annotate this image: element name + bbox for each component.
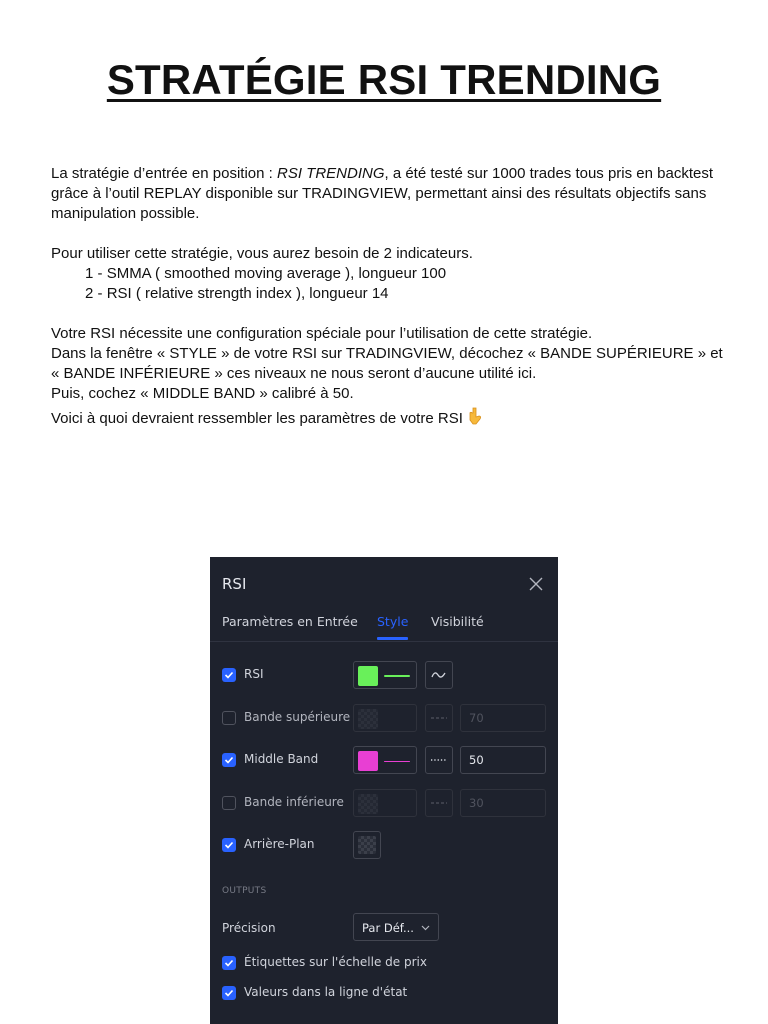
text: TRADINGVIEW <box>345 345 451 362</box>
status-line-values-label: Valeurs dans la ligne d'état <box>244 985 408 999</box>
rsi-plot-style-button[interactable] <box>425 661 453 689</box>
text: ( smoothed moving average ), longueur 100 <box>150 265 447 282</box>
replay-term: REPLAY <box>143 185 202 202</box>
text: Dans la fenêtre « <box>51 345 170 362</box>
price-scale-labels-row <box>222 949 552 977</box>
text: , décochez « <box>450 345 541 362</box>
indicators-intro: Pour utiliser cette stratégie, vous aurez besoin de 2 indicateurs. <box>51 245 473 262</box>
precision-select[interactable] <box>353 913 439 941</box>
dashed-line-icon <box>426 790 452 816</box>
price-scale-labels-label: Étiquettes sur l'échelle de prix <box>244 955 427 969</box>
text: Puis, cochez « <box>51 385 153 402</box>
dotted-line-icon <box>426 747 452 773</box>
rsi-settings-dialog <box>210 557 558 1024</box>
config-line-3 <box>51 384 731 404</box>
text: RSI <box>90 325 116 342</box>
wave-icon <box>426 662 452 688</box>
middle-band-color-picker[interactable] <box>353 746 417 774</box>
rsi-label: RSI <box>244 667 264 681</box>
middle-band-line-style[interactable] <box>425 746 453 774</box>
tradingview-term: TRADINGVIEW <box>302 185 408 202</box>
text: » ces niveaux ne nous seront d’aucune utilité ici. <box>210 365 537 382</box>
tab-visibility[interactable]: Visibilité <box>431 614 484 629</box>
text: ( relative strength index ), longueur 14 <box>131 285 389 302</box>
indicator-item-2 <box>51 284 731 304</box>
precision-value: Par Déf... <box>362 921 414 935</box>
lower-band-line-style[interactable] <box>425 789 453 817</box>
tab-inputs[interactable]: Paramètres en Entrée <box>222 614 358 629</box>
upper-band-value-input[interactable]: 70 <box>460 704 546 732</box>
text: nécessite une configuration spéciale pour l’utilisation de cette stratégie. <box>115 325 593 342</box>
text: sur <box>317 345 346 362</box>
rsi-plot-row <box>222 661 552 689</box>
color-swatch <box>358 794 378 814</box>
lower-band-label: Bande inférieure <box>244 795 344 809</box>
indicator-item-1 <box>51 264 731 284</box>
status-line-values-checkbox[interactable] <box>222 986 236 1000</box>
lower-band-row <box>222 789 552 817</box>
status-line-values-row <box>222 979 552 1007</box>
upper-band-label: Bande supérieure <box>244 710 351 724</box>
middle-band-value-input[interactable]: 50 <box>460 746 546 774</box>
chevron-down-icon <box>421 925 430 931</box>
middle-band-checkbox[interactable] <box>222 753 236 767</box>
lower-band-checkbox[interactable] <box>222 796 236 810</box>
upper-band-row <box>222 704 552 732</box>
line-sample <box>384 761 410 762</box>
rsi-checkbox[interactable] <box>222 668 236 682</box>
upper-band-color-picker[interactable] <box>353 704 417 732</box>
intro-paragraph <box>51 164 731 429</box>
lower-band-value-input[interactable]: 30 <box>460 789 546 817</box>
middle-band-row <box>222 746 552 774</box>
color-swatch <box>358 666 378 686</box>
text: MIDDLE BAND <box>152 385 256 402</box>
text: RSI <box>106 285 132 302</box>
text: , permettant ainsi des résultats objectifs sans manipulation possible. <box>51 185 707 222</box>
line-sample <box>384 675 410 677</box>
text: RSI <box>437 410 463 427</box>
active-tab-indicator <box>377 637 408 640</box>
upper-band-checkbox[interactable] <box>222 711 236 725</box>
text: » de votre <box>216 345 292 362</box>
text: BANDE INFÉRIEURE <box>63 365 211 382</box>
text: Voici à quoi devraient ressembler les paramètres de votre <box>51 410 438 427</box>
text: La stratégie d’entrée en position : <box>51 165 277 182</box>
text: 2 - <box>85 285 107 302</box>
pointing-down-emoji-icon <box>467 407 483 423</box>
color-swatch <box>358 709 378 729</box>
lower-band-color-picker[interactable] <box>353 789 417 817</box>
background-checkbox[interactable] <box>222 838 236 852</box>
color-swatch <box>358 836 376 854</box>
dashed-line-icon <box>426 705 452 731</box>
rsi-color-picker[interactable] <box>353 661 417 689</box>
background-label: Arrière-Plan <box>244 837 315 851</box>
text: disponible sur <box>201 185 302 202</box>
text: RSI <box>291 345 317 362</box>
strategy-name: RSI TRENDING <box>276 165 385 182</box>
text: , a été testé sur 1000 trades tous pris en backtest grâce à l’outil <box>51 165 714 202</box>
config-line-2 <box>51 344 731 384</box>
upper-band-line-style[interactable] <box>425 704 453 732</box>
tab-style[interactable]: Style <box>377 614 409 629</box>
middle-band-label: Middle Band <box>244 752 319 766</box>
dialog-title: RSI <box>222 575 247 593</box>
text: BANDE SUPÉRIEURE <box>540 345 694 362</box>
close-icon[interactable] <box>528 576 544 592</box>
outputs-section-label: OUTPUTS <box>222 886 267 896</box>
color-swatch <box>358 751 378 771</box>
precision-label: Précision <box>222 921 276 935</box>
paragraph-1 <box>51 164 731 224</box>
text: STYLE <box>169 345 217 362</box>
config-line-1 <box>51 324 731 344</box>
price-scale-labels-checkbox[interactable] <box>222 956 236 970</box>
background-color-picker[interactable] <box>353 831 381 859</box>
page-title: STRATÉGIE RSI TRENDING <box>106 56 662 103</box>
background-row <box>222 831 552 859</box>
text: SMMA <box>106 265 151 282</box>
text: 1 - <box>85 265 107 282</box>
config-line-4 <box>51 407 731 429</box>
text: » et « <box>51 345 723 382</box>
text: » calibré à 50. <box>255 385 354 402</box>
text: Votre <box>51 325 91 342</box>
